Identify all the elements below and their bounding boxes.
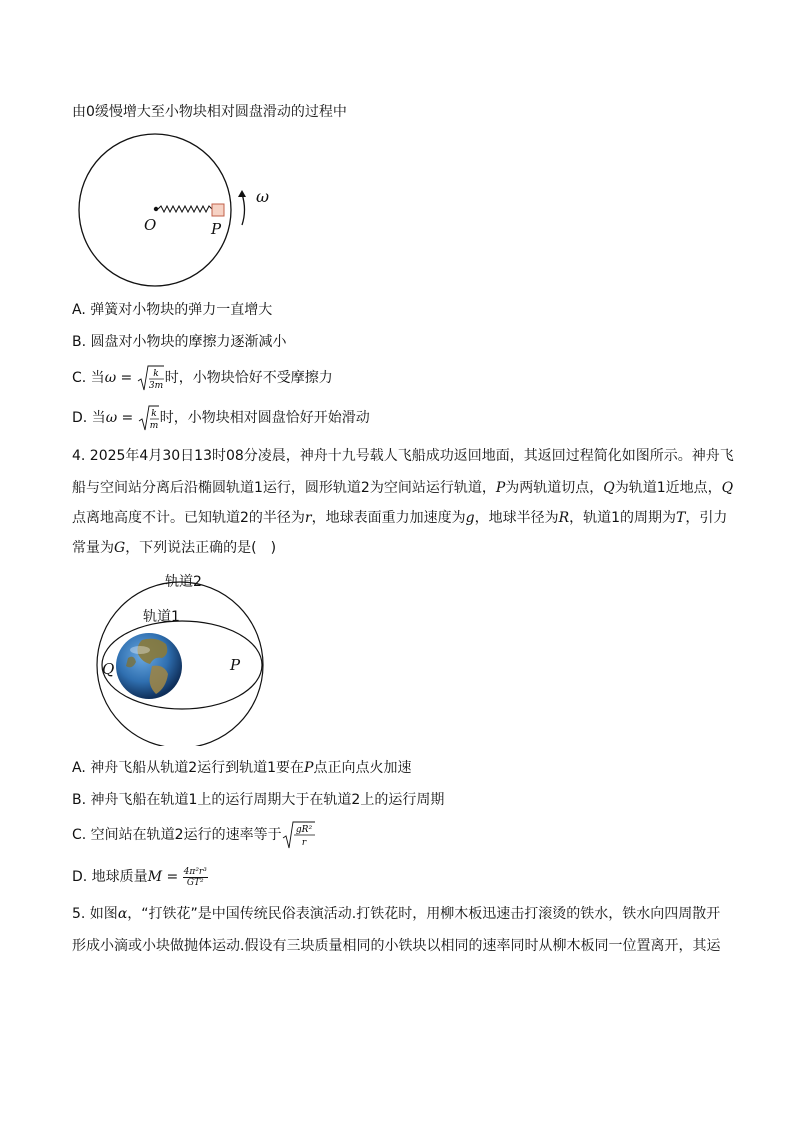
q4-s2b: 为两轨道切点， (505, 480, 604, 496)
q4-s2-Q2: Q (721, 480, 734, 496)
q3-optd-suffix: 时，小物块相对圆盘恰好开始滑动 (159, 410, 370, 426)
q3-option-c (72, 364, 333, 392)
q4-stem-line2 (72, 478, 733, 498)
q3-optc-suffix: 时，小物块恰好不受摩擦力 (164, 370, 333, 386)
q4-orbit-figure (70, 566, 270, 746)
q4-s3-g: g (465, 510, 475, 526)
earth (116, 633, 182, 699)
q4-option-b: B. 神舟飞船在轨道1上的运行周期大于在轨道2上的运行周期 (72, 792, 445, 808)
q4-s3-r: r (304, 510, 312, 526)
orbit2-label: 轨道2 (165, 574, 202, 590)
q5-alpha: α (117, 906, 128, 922)
q4-s3-R: R (558, 510, 570, 526)
q4-stem-line4 (72, 538, 276, 558)
q5-l1b: ，“打铁花”是中国传统民俗表演活动.打铁花时，用柳木板迅速击打滚烫的铁水，铁水向四周散开 (127, 906, 721, 922)
q3-option-a: A. 弹簧对小物块的弹力一直增大 (72, 302, 273, 318)
q4-oc-den: r (301, 838, 306, 848)
q4-s3b: ，地球表面重力加速度为 (311, 510, 466, 526)
rotation-arrowhead (238, 190, 246, 197)
center-dot (154, 207, 158, 211)
q4-option-c (72, 820, 316, 850)
label-omega: ω (256, 187, 270, 206)
q3-optd-sqrt (138, 404, 160, 432)
q4-s2a: 船与空间站分离后沿椭圆轨道1运行，圆形轨道2为空间站运行轨道， (72, 480, 496, 496)
q3-optc-sqrt (137, 364, 165, 392)
q3-optc-den: 3m (148, 381, 163, 391)
spring (158, 206, 212, 212)
q4-s3d: ，轨道1的周期为 (569, 510, 677, 526)
q3-intro: 由0缓慢增大至小物块相对圆盘滑动的过程中 (72, 104, 347, 120)
q3-optc-num: k (153, 369, 159, 379)
q4-oa-a: A. 神舟飞船从轨道2运行到轨道1要在 (72, 760, 305, 776)
q3-disk-figure (76, 130, 286, 290)
q4-s3a: 点离地高度不计。已知轨道2的半径为 (72, 510, 305, 526)
q5-l1a: 5. 如图 (72, 906, 118, 922)
q3-option-b: B. 圆盘对小物块的摩擦力逐渐减小 (72, 334, 287, 350)
q4-od-num: 4π²r³ (183, 866, 207, 877)
q5-line2: 形成小滴或小块做抛体运动.假设有三块质量相同的小铁块以相同的速率同时从柳木板同一位置离开，其运 (72, 938, 721, 954)
q4-s2-P: P (495, 480, 506, 496)
q4-s4a: 常量为 (72, 540, 114, 556)
q4-oa-P: P (304, 760, 314, 776)
q4-s4-G: G (114, 540, 126, 556)
q3-optd-omega: ω (105, 410, 118, 426)
q4-option-a (72, 758, 411, 778)
q3-optc-prefix: C. 当 (72, 370, 105, 386)
q3-optd-num: k (151, 409, 157, 419)
q3-optd-prefix: D. 当 (72, 410, 106, 426)
q4-stem-line1: 4. 2025年4月30日13时08分凌晨，神舟十九号载人飞船成功返回地面，其返回过程简化如图所示。神舟飞 (72, 448, 734, 464)
q3-optc-eq: = (116, 370, 137, 386)
q4-oa-b: 点正向点火加速 (313, 760, 412, 776)
q4-od-a: D. 地球质量 (72, 869, 148, 885)
q3-optd-den: m (149, 421, 159, 431)
q4-od-den: GT² (186, 877, 204, 888)
q4-oc-a: C. 空间站在轨道2运行的速率等于 (72, 827, 282, 843)
orbit1-label: 轨道1 (143, 609, 180, 625)
q4-option-d (72, 862, 208, 892)
q3-option-d (72, 404, 370, 432)
q3-optc-omega: ω (104, 370, 117, 386)
q4-s3c: ，地球半径为 (474, 510, 559, 526)
q4-od-frac (183, 867, 208, 888)
q4-s3e: ，引力 (685, 510, 728, 526)
q5-line1 (72, 904, 720, 924)
label-Q: Q (102, 660, 115, 678)
q4-s3-T: T (676, 510, 686, 526)
label-O: O (144, 216, 157, 234)
rotation-arrow (242, 194, 245, 225)
q4-s2c: 为轨道1近地点， (614, 480, 722, 496)
label-P: P (230, 656, 241, 674)
q4-od-M: M (147, 869, 163, 885)
q3-optd-eq: = (117, 410, 138, 426)
label-P: P (211, 220, 222, 238)
q4-oc-num: gR² (295, 825, 312, 835)
q4-od-eq: = (162, 869, 183, 885)
q4-s2-Q: Q (603, 480, 615, 496)
q4-oc-sqrt (282, 820, 316, 850)
q4-s4b: ，下列说法正确的是( ) (125, 540, 277, 556)
block-P (212, 204, 224, 216)
q4-stem-line3 (72, 508, 727, 528)
